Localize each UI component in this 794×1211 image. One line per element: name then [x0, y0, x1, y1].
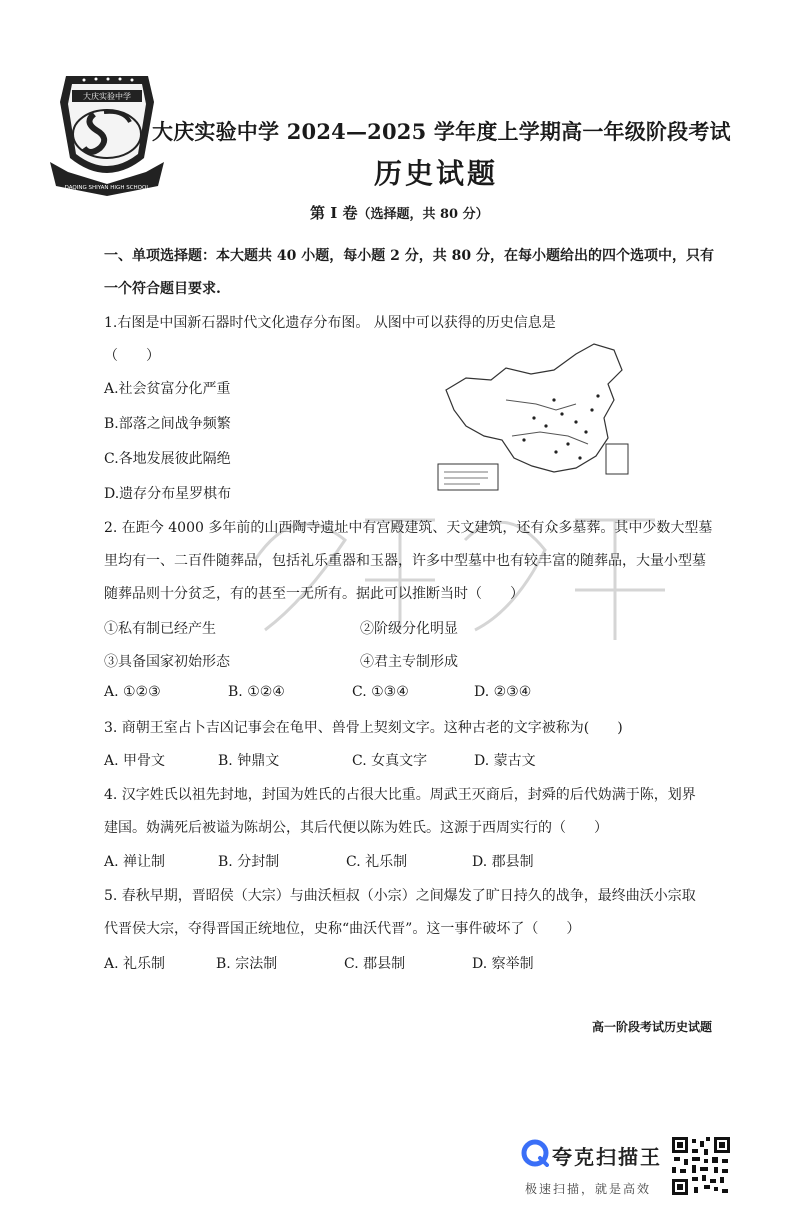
school-exam-title: 大庆实验中学 2024—2025 学年度上学期高一年级阶段考试 [152, 119, 731, 144]
question-3-option-a: A. 甲骨文 [104, 753, 166, 769]
question-4-option-b: B. 分封制 [218, 854, 280, 870]
question-2-option-b: B. ①②④ [228, 684, 285, 700]
question-5-stem-line-1: 5. 春秋早期，晋昭侯（大宗）与曲沃桓叔（小宗）之间爆发了旷日持久的战争，最终曲沃小宗取 [104, 888, 696, 904]
question-4-stem-line-2: 建国。妫满死后被谥为陈胡公，其后代便以陈为姓氏。这源于西周实行的（ ） [104, 820, 608, 836]
question-5-option-a: A. 礼乐制 [104, 956, 166, 972]
scanner-brand-name: 夸克扫描王 [552, 1145, 662, 1169]
question-2-stem-line-1: 2. 在距今 4000 多年前的山西陶寺遗址中有宫殿建筑、天文建筑，还有众多墓葬。其中少数大型墓 [104, 520, 713, 536]
question-2-statement-1: ①私有制已经产生 [104, 621, 216, 637]
qr-code-icon [670, 1135, 732, 1197]
question-2-statement-4: ④君主专制形成 [360, 654, 458, 670]
question-2-stem-line-3: 随葬品则十分贫乏，有的甚至一无所有。据此可以推断当时（ ） [104, 586, 524, 602]
question-2-statement-3: ③具备国家初始形态 [104, 654, 230, 670]
watermark-stamp [235, 480, 695, 680]
question-5-option-c: C. 郡县制 [344, 956, 406, 972]
part-title [310, 202, 489, 223]
question-2-option-d: D. ②③④ [474, 684, 532, 700]
question-4-stem-line-1: 4. 汉字姓氏以祖先封地，封国为姓氏的占很大比重。周武王灭商后，封舜的后代妫满于陈，划界 [104, 787, 696, 803]
question-2-option-a: A. ①②③ [104, 684, 161, 700]
question-4-option-c: C. 礼乐制 [346, 854, 408, 870]
question-1-option-b: B.部落之间战争频繁 [104, 416, 231, 432]
question-2-stem-line-2: 里均有一、二百件随葬品，包括礼乐重器和玉器，许多中型墓中也有较丰富的随葬品，大量小型墓 [104, 553, 706, 569]
question-4-option-a: A. 禅让制 [104, 854, 166, 870]
question-5-option-b: B. 宗法制 [216, 956, 278, 972]
question-2-statement-2: ②阶级分化明显 [360, 621, 458, 637]
question-1-stem: 1.右图是中国新石器时代文化遗存分布图。 从图中可以获得的历史信息是 [104, 315, 556, 331]
logo-ribbon-text: DAQING SHIYAN HIGH SCHOOL [64, 185, 150, 191]
section-instructions-line-2: 一个符合题目要求. [104, 281, 221, 297]
question-5-stem-line-2: 代晋侯大宗，夺得晋国正统地位，史称“曲沃代晋”。这一事件破坏了（ ） [104, 921, 581, 937]
part-note: （选择题，共 80 分） [357, 207, 489, 222]
question-3-option-b: B. 钟鼎文 [218, 753, 280, 769]
question-3-stem: 3. 商朝王室占卜吉凶记事会在龟甲、兽骨上契刻文字。这种古老的文字被称为( ) [104, 720, 623, 736]
section-instructions-line-1: 一、单项选择题：本大题共 40 小题，每小题 2 分，共 80 分，在每小题给出的四个选项中，只有 [104, 248, 714, 264]
scanner-logo-icon [521, 1139, 549, 1167]
scanner-brand-slogan: 极速扫描，就是高效 [525, 1182, 652, 1196]
question-1-option-c: C.各地发展彼此隔绝 [104, 451, 231, 467]
question-5-option-d: D. 察举制 [472, 956, 534, 972]
question-1-option-d: D.遗存分布星罗棋布 [104, 486, 232, 502]
subject-title: 历史试题 [374, 157, 499, 190]
question-4-option-d: D. 郡县制 [472, 854, 534, 870]
logo-text: 大庆实验中学 [83, 92, 131, 101]
question-1-option-a: A.社会贫富分化严重 [104, 381, 231, 397]
part-label: 第 I 卷 [310, 204, 358, 222]
question-3-option-d: D. 蒙古文 [474, 753, 536, 769]
page-footer-note: 高一阶段考试历史试题 [592, 1020, 713, 1034]
neolithic-sites-map [436, 340, 636, 500]
question-2-option-c: C. ①③④ [352, 684, 409, 700]
question-1-answer-blank: （ ） [104, 348, 160, 364]
question-3-option-c: C. 女真文字 [352, 753, 428, 769]
